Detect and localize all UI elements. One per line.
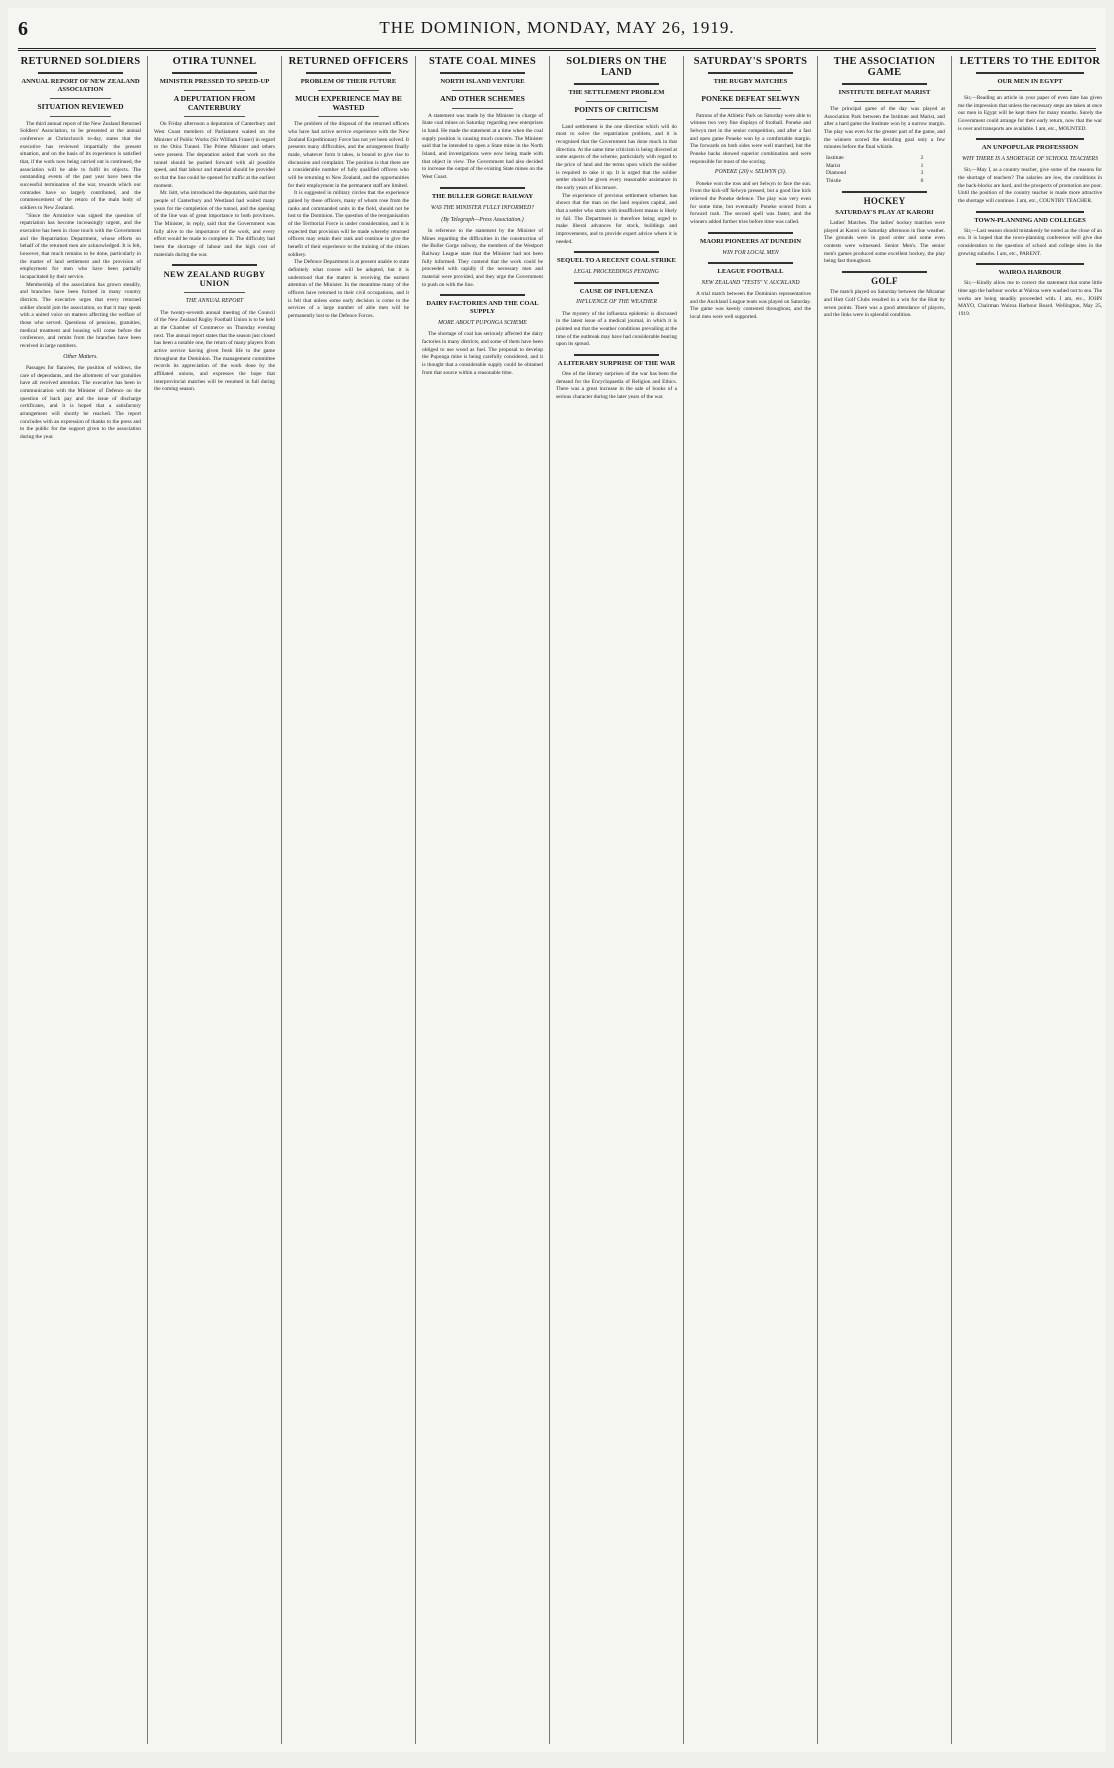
headline: GOLF — [871, 276, 898, 287]
subheadline: INSTITUTE DEFEAT MARIST — [838, 89, 931, 97]
column-letters — [958, 56, 1102, 1744]
headline: A LITERARY SURPRISE OF THE WAR — [557, 360, 676, 368]
article-paragraph: The principal game of the day was played at Association Park between the Institute and Marist, and after a hard game the Institute won by a narrow margin. The play was even for the greater part of the game, and the winners scored the deciding goal only a few minutes before the final whistle. — [824, 105, 947, 151]
divider — [38, 72, 123, 74]
subheadline: PROBLEM OF THEIR FUTURE — [300, 78, 397, 86]
headline: SATURDAY'S SPORTS — [693, 56, 808, 67]
divider — [708, 72, 793, 74]
subheadline: POINTS OF CRITICISM — [574, 104, 659, 114]
column-returned-officers — [288, 56, 409, 1744]
page-number: 6 — [18, 18, 28, 40]
headline: OTIRA TUNNEL — [172, 56, 257, 67]
columns — [20, 56, 1104, 1744]
article-paragraph: On Friday afternoon a deputation of Canterbury and West Coast members of Parliament waited on the Minister of Public Works (Sir William Fraser) in regard to the Otira Tunnel. The Prime Minister and others were present. The deputation asked that work on the tunnel should be pushed forward with all possible speed, and that labour and material should be provided so that the line could be opened for traffic at the earliest moment. — [154, 121, 277, 189]
divider — [172, 264, 257, 266]
article-paragraph: Patrons of the Athletic Park on Saturday were able to witness two very fine displays of football. Poneke and Selwyn met in the senior competition, and after a fast and open game Poneke won by a comfortable margin. The forwards on both sides were well matched, but the Poneke backs showed superior combination and were responsible for most of the scoring. — [690, 112, 813, 165]
subheadline: INFLUENCE OF THE WEATHER — [576, 299, 657, 306]
divider — [318, 116, 379, 117]
article-paragraph: The experience of previous settlement schemes has shown that the man on the land requires capital, and that a settler who starts with insufficient means is likely to fail. The Department is therefore being urged to make liberal advances for stock, buildings and improvements, and to provide expert advice where it is needed. — [556, 192, 679, 245]
team-name: Diamond — [826, 170, 847, 177]
subheadline: MINISTER PRESSED TO SPEED-UP — [159, 78, 270, 86]
column-rule — [683, 56, 684, 1744]
column-otira-tunnel — [154, 56, 275, 1744]
headline: CAUSE OF INFLUENZA — [579, 287, 654, 295]
headline: WAIROA HARBOUR — [998, 269, 1062, 277]
subheadline: ANNUAL REPORT OF NEW ZEALAND ASSOCIATION — [21, 78, 140, 93]
article-paragraph: It is suggested in military circles that the experience gained by these officers, many of whom rose from the ranks and commanded units in the field, should not be lost to the Dominion. The question of the reorganisation of the Territorial Force is under consideration, and it is expected that provision will be made whereby returned officers may retain their rank and continue to give the benefit of their experience to the training of the citizen soldiery. — [288, 190, 411, 258]
article-paragraph: The problem of the disposal of the returned officers who have had active service experience with the New Zealand Expeditionary Force has not yet been solved. It presents many difficulties, and the arrangement finally made, whatever form it takes, is bound to give rise to discussion and complaint. The position is that there are a considerable number of fully qualified officers who will be returning to New Zealand, and the opportunities for their employment in the permanent staff are limited. — [288, 121, 411, 189]
divider — [976, 263, 1084, 265]
article-paragraph: One of the literary surprises of the war has been the demand for the Encyclopaedia of Religion and Ethics. There was a great increase in the sale of books of a serious character during the later years of the war. — [556, 370, 679, 400]
article-paragraph: The third annual report of the New Zealand Returned Soldiers' Association, to be presented at the annual conference at Christchurch to-day, states that the executive has reviewed impartially the present situation, and on the basis of its experience is satisfied that, if the work now being carried out is continued, the association will be able to fulfil its objects. The outstanding events of the past year have been the successful termination of the war, towards which our comrades have so largely contributed, and the commencement of the return of the main body of soldiers to New Zealand. — [20, 120, 143, 211]
headline: NEW ZEALAND RUGBY UNION — [163, 269, 266, 289]
subheadline: THE RUGBY MATCHES — [713, 78, 788, 86]
divider — [318, 90, 379, 91]
headline: STATE COAL MINES — [428, 56, 537, 67]
article-paragraph: "Since the Armistice was signed the question of repatriation has become increasingly urgent, and the executive has been in close touch with the Government and the Repatriation Department, whose efforts on behalf of the returned men are acknowledged. It is felt, however, that much remains to be done, particularly in the matter of land settlement and the provision of employment for men who have been partially incapacitated by their service. — [20, 212, 143, 280]
letter-paragraph: Sir,—Reading an article in your paper of even date has given me the impression that unless the necessary steps are taken at once our men in Egypt will be kept there for many months. Surely the Government could arrange for their early return, now that the war is over and transports are available. I am, etc., MOUNTED. — [958, 94, 1104, 132]
divider — [708, 262, 793, 264]
newspaper-page — [8, 8, 1106, 1752]
article-paragraph: Land settlement is the one direction which will do most to solve the repatriation problem, and it is recognised that the Government has done much in that direction. At the same time criticism is being directed at some aspects of the scheme, particularly with regard to the price of land and the terms upon which the soldier is required to take it up. It is urged that the soldier settler should be given every reasonable assistance in the early years of his tenure. — [556, 123, 679, 192]
subheadline: SATURDAY'S PLAY AT KARORI — [835, 209, 934, 217]
match-score: PONEKE (20) v. SELWYN (3). — [714, 169, 787, 176]
divider — [720, 108, 781, 109]
divider — [184, 116, 245, 117]
divider — [440, 187, 525, 189]
dateline: (By Telegraph—Press Association.) — [441, 216, 524, 223]
article-paragraph: A statement was made by the Minister in charge of State coal mines on Saturday regarding new enterprises in hand. He made the statement at a time when the coal supply position is causing much concern. The Minister said that he intended to open a State mine in the North Island, and investigations were now being made with that object in view. The Government had also decided to increase the output of the existing State mines on the West Coast. — [422, 112, 545, 181]
article-paragraph: The mystery of the influenza epidemic is discussed in the latest issue of a medical journal, in which it is pointed out that the weather conditions prevailing at the time of the outbreak may have had considerable bearing upon its spread. — [556, 310, 679, 348]
subheadline: WAS THE MINISTER FULLY INFORMED? — [430, 204, 535, 211]
divider — [306, 72, 391, 74]
letter-paragraph: Sir,—May I, as a country teacher, give some of the reasons for the shortage of teachers? The salaries are low, the conditions in the back-blocks are hard, and the prospects of promotion are poor. Until the position of the country teacher is made more attractive the shortage will continue. I am, etc., COUNTRY TEACHER. — [958, 167, 1104, 205]
divider — [440, 294, 525, 296]
column-rule — [817, 56, 818, 1744]
article-paragraph: Poneke won the toss and set Selwyn to face the sun. From the kick-off Selwyn pressed, but a good line kick relieved the Poneke defence. The play was very even for some time, but eventually Poneke scored from a forward rush. The second spell was faster, and the winners added further tries before time was called. — [690, 180, 813, 225]
headline: MAORI PIONEERS AT DUNEDIN — [699, 237, 802, 245]
team-score: 0 — [920, 177, 924, 184]
divider — [452, 90, 513, 91]
headline: TOWN-PLANNING AND COLLEGES — [974, 216, 1086, 224]
subheadline: LEGAL PROCEEDINGS PENDING — [574, 269, 659, 276]
divider — [842, 191, 927, 193]
team-score: 3 — [920, 170, 924, 177]
subheadline: AND OTHER SCHEMES — [440, 93, 525, 103]
headline: THE BULLER GORGE RAILWAY — [431, 192, 534, 200]
subheadline: MUCH EXPERIENCE MAY BE WASTED — [295, 93, 402, 112]
headline: AN UNPOPULAR PROFESSION — [981, 144, 1079, 152]
divider — [440, 72, 525, 74]
headline: RETURNED OFFICERS — [288, 56, 409, 67]
headline: THE ASSOCIATION GAME — [833, 56, 936, 79]
section-subhead: Other Matters. — [63, 353, 98, 360]
column-rule — [415, 56, 416, 1744]
subheadline: OUR MEN IN EGYPT — [997, 78, 1063, 86]
subheadline: PONEKE DEFEAT SELWYN — [701, 93, 800, 103]
divider — [988, 90, 1072, 91]
article-paragraph: The Defence Department is at present unable to state definitely what course will be adopted, but it is understood that the matter is receiving the earnest attention of the Minister. In the meantime many of the officers have returned to their civil occupations, and it is felt that unless some early decision is come to the services of a large number of able men will be permanently lost to the Defence Forces. — [288, 259, 411, 320]
column-rule — [549, 56, 550, 1744]
column-association-game — [824, 56, 945, 1744]
letter-paragraph: Sir,—Kindly allow me to correct the statement that some little time ago the harbour works at Wairoa were washed out to sea. The works are being steadily proceeded with. I am, etc., JOHN MAYO, Chairman Wairoa Harbour Board. Wellington, May 25, 1919. — [958, 280, 1104, 317]
article-paragraph: A trial match between the Dominion representatives and the Auckland League team was played on Saturday. The game was keenly contested throughout, and the local men were well supported. — [690, 290, 813, 320]
headline: RETURNED SOLDIERS — [20, 56, 141, 67]
article-paragraph: Ladies' Matches. The ladies' hockey matches were played at Karori on Saturday afternoon in fine weather. The grounds were in good order and some even contests were witnessed. Senior Men's. The senior men's games produced some excellent hockey, the play being fast throughout. — [824, 220, 947, 265]
article-paragraph: Mr. Isitt, who introduced the deputation, said that the people of Canterbury and Westland had waited many years for the completion of the tunnel, and the opening of the line was of great importance to both provinces. The Minister, in reply, said that the Government was fully alive to the importance of the work, and every effort would be made to complete it. The difficulty had been the shortage of labour and the high cost of materials during the war. — [154, 190, 277, 258]
column-rule — [147, 56, 148, 1744]
article-paragraph: The twenty-seventh annual meeting of the Council of the New Zealand Rugby Football Union is to be held at the Chamber of Commerce on Thursday evening next. The annual report states that the season just closed has been a notable one, the return of many players from active service having given fresh life to the game throughout the Dominion. The management committee records its appreciation of the work done by the affiliated unions, and expresses the hope that interprovincial matches will be resumed in full during the coming season. — [154, 309, 277, 393]
headline: LETTERS TO THE EDITOR — [959, 56, 1101, 67]
column-state-coal-mines — [422, 56, 543, 1744]
team-name: Thistle — [826, 177, 841, 184]
article-paragraph: The shortage of coal has seriously affected the dairy factories in many districts, and some of them have been obliged to use wood as fuel. The proposal to develop the Puponga mine is being carefully considered, and it is thought that a considerable supply could be obtained from that source within a reasonable time. — [422, 331, 545, 376]
divider — [976, 211, 1084, 213]
headline: HOCKEY — [863, 195, 906, 206]
headline: SEQUEL TO A RECENT COAL STRIKE — [557, 257, 676, 265]
letter-paragraph: Sir,—Last season should mistakenly be noted as the close of an era. It is hoped that the town-planning conference will give due consideration to the question of school and college sites in the growing suburbs. I am, etc., PARENT. — [958, 227, 1104, 257]
headline: DAIRY FACTORIES AND THE COAL SUPPLY — [426, 300, 539, 316]
team-name: Marist — [826, 162, 841, 169]
divider — [586, 119, 647, 120]
divider — [574, 251, 659, 253]
column-soldiers-on-land — [556, 56, 677, 1744]
divider — [452, 108, 513, 109]
subheadline: MORE ABOUT PUPONGA SCHEME — [438, 320, 527, 327]
divider — [184, 292, 245, 293]
team-score: 2 — [920, 154, 924, 161]
article-paragraph: In reference to the statement by the Minister of Mines regarding the difficulties in the construction of the Buller Gorge railway, the members of the Westport Railway League state that the Minister had not been fully informed. They contend that the work could be proceeded with rapidly if the necessary men and material were provided, and they urge the Government to push on with the line. — [422, 228, 545, 288]
divider — [842, 271, 927, 273]
team-score: 1 — [920, 162, 924, 169]
newspaper-title: THE DOMINION, MONDAY, MAY 26, 1919. — [379, 18, 735, 37]
article-paragraph: Passages for fiancées, the position of widows, the care of dependants, and the allotment of war gratuities have all received attention. The executive has been in communication with the Minister of Defence on the question of back pay and the issue of discharge certificates, and it is hoped that a satisfactory arrangement will shortly be reached. The report concludes with an expression of thanks to the press and to the public for the support given to the association during the year. — [20, 364, 143, 440]
team-name: Institute — [826, 154, 844, 161]
divider — [586, 101, 647, 102]
divider — [854, 101, 915, 102]
subheadline: THE SETTLEMENT PROBLEM — [568, 89, 665, 97]
divider — [720, 90, 781, 91]
subheadline: THE ANNUAL REPORT — [185, 298, 244, 305]
subheadline: WHY THERE IS A SHORTAGE OF SCHOOL TEACHERS — [962, 156, 1098, 163]
subheadline: NEW ZEALAND "TESTS" V. AUCKLAND — [701, 279, 800, 286]
divider — [574, 282, 659, 284]
column-saturdays-sports — [690, 56, 811, 1744]
article-paragraph: The match played on Saturday between the Miramar and Hutt Golf Clubs resulted in a win for the Hutt by seven points. There was a good attendance of players, and the links were in splendid condition. — [824, 289, 947, 319]
table-row — [824, 170, 945, 178]
divider — [976, 138, 1084, 140]
column-rule — [951, 56, 952, 1744]
divider — [976, 72, 1084, 74]
divider — [842, 83, 927, 85]
article-paragraph: Membership of the association has grown steadily, and branches have been formed in many country districts. The executive urges that every returned soldier should join the association, so that it may speak with a united voice on matters affecting the welfare of those who served. Questions of pensions, gratuities, medical treatment and housing will come before the conference, and remits from the branches have been received in large numbers. — [20, 281, 143, 350]
table-row — [824, 155, 945, 163]
table-row — [824, 163, 945, 171]
divider — [172, 72, 257, 74]
subheadline: NORTH ISLAND VENTURE — [440, 78, 525, 86]
column-rule — [281, 56, 282, 1744]
divider — [708, 232, 793, 234]
column-returned-soldiers — [20, 56, 141, 1744]
table-row — [824, 178, 945, 186]
masthead — [18, 8, 1096, 51]
divider — [574, 83, 659, 85]
subheadline: SITUATION REVIEWED — [37, 101, 124, 111]
subheadline: WIN FOR LOCAL MEN — [722, 249, 779, 256]
subheadline: A DEPUTATION FROM CANTERBURY — [173, 93, 256, 112]
headline: LEAGUE FOOTBALL — [717, 267, 784, 275]
headline: SOLDIERS ON THE LAND — [566, 56, 667, 79]
divider — [184, 90, 245, 91]
divider — [574, 354, 659, 356]
divider — [50, 98, 111, 99]
results-table — [824, 155, 945, 186]
divider — [50, 116, 111, 117]
